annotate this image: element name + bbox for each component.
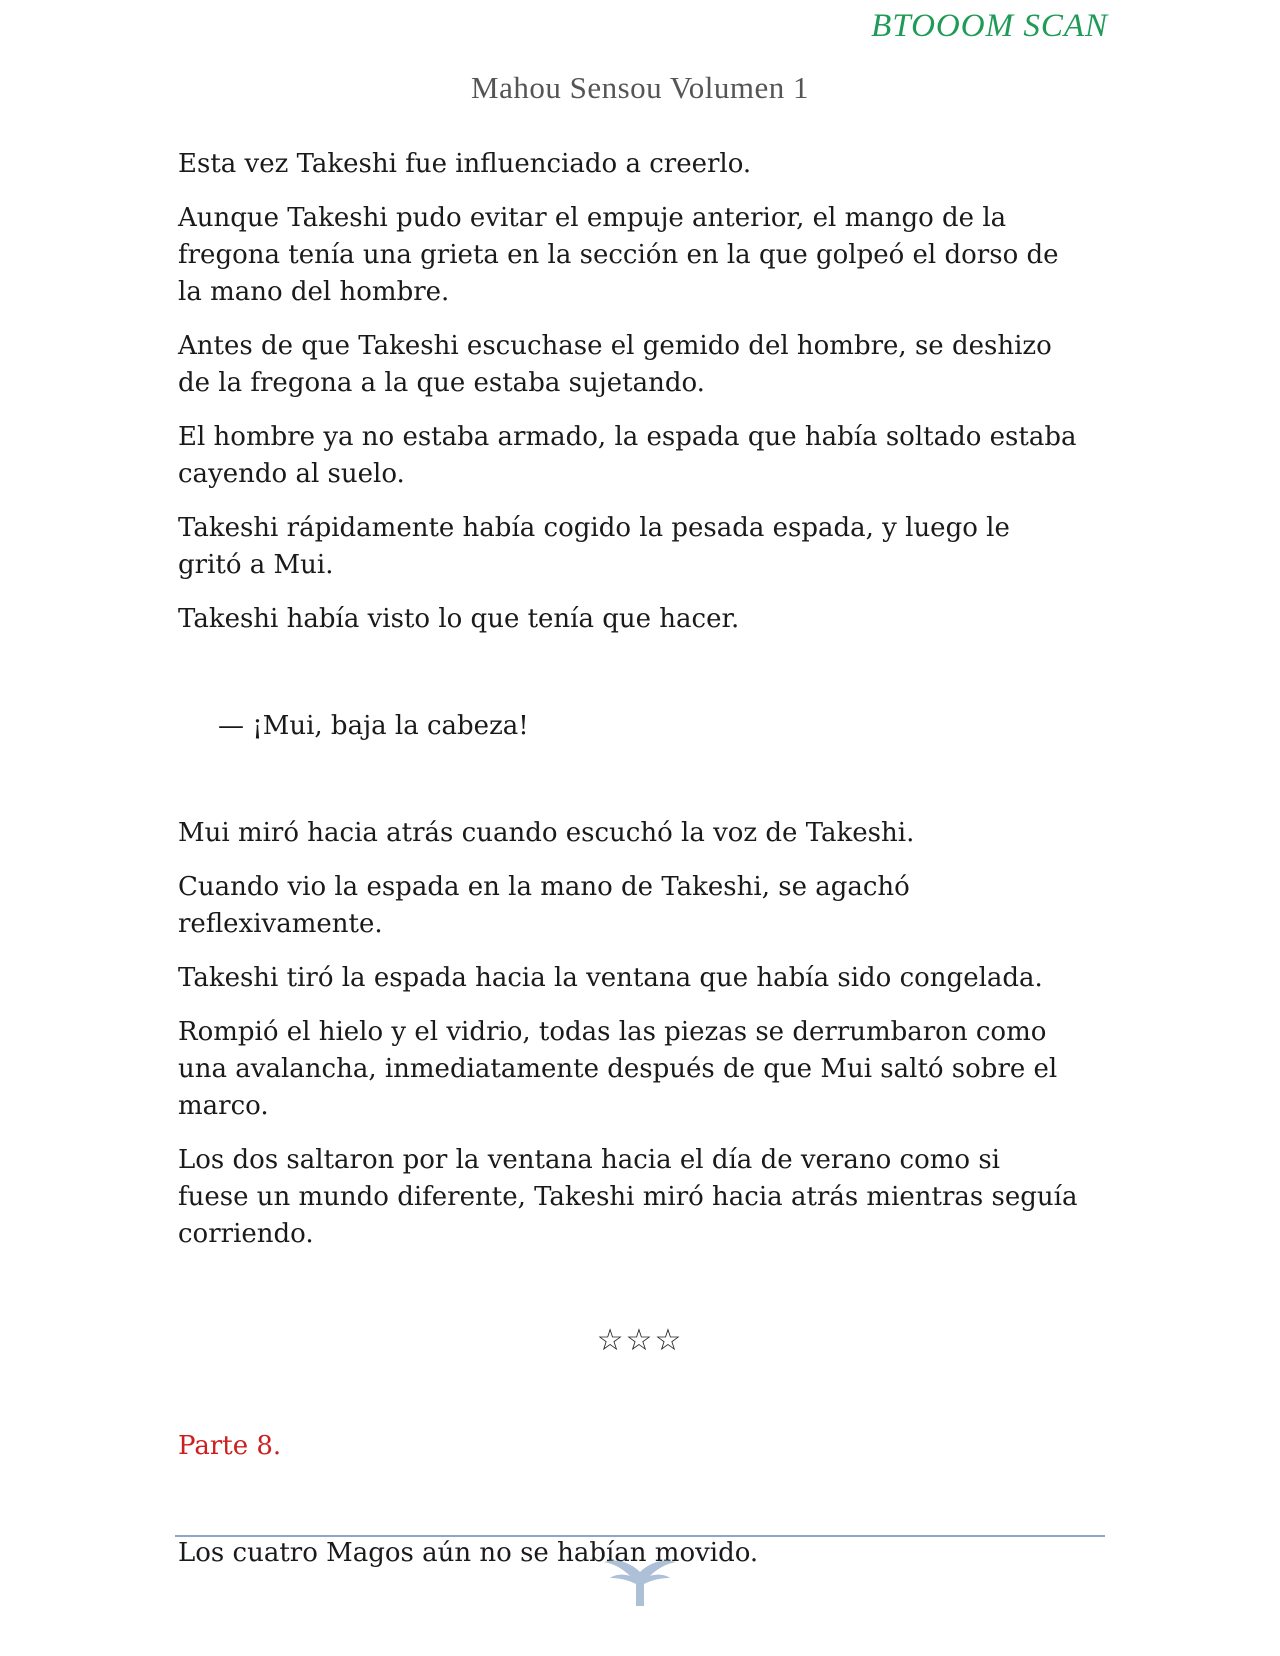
paragraph: Cuando vio la espada en la mano de Takeshi, se agachó reflexivamente. — [178, 872, 910, 939]
section-separator: ☆☆☆ — [596, 1323, 684, 1358]
paragraph: Aunque Takeshi pudo evitar el empuje anterior, el mango de la fregona tenía una grieta en la sección en la que golpeó el dorso de la mano del hombre. — [178, 203, 1059, 307]
paragraph: El hombre ya no estaba armado, la espada que había soltado estaba cayendo al suelo. — [178, 422, 1077, 489]
part-title: Parte 8. — [178, 1431, 282, 1461]
paragraph: Los dos saltaron por la ventana hacia el día de verano como si fuese un mundo diferente, Takeshi miró hacia atrás mientras seguía corriendo. — [178, 1145, 1078, 1249]
paragraph: Los cuatro Magos aún no se habían movido. — [178, 1538, 759, 1568]
paragraph: Mui miró hacia atrás cuando escuchó la voz de Takeshi. — [178, 818, 915, 848]
wing-ornament-icon — [600, 1552, 680, 1608]
paragraph: Takeshi había visto lo que tenía que hacer. — [178, 604, 740, 634]
dialogue-line: — ¡Mui, baja la cabeza! — [218, 711, 529, 741]
paragraph: Takeshi tiró la espada hacia la ventana que había sido congelada. — [178, 963, 1043, 993]
watermark: BTOOOM SCAN — [871, 8, 1108, 44]
footer-rule — [175, 1535, 1105, 1537]
page-body — [178, 146, 1078, 1589]
running-header: Mahou Sensou Volumen 1 — [471, 70, 809, 105]
paragraph: Antes de que Takeshi escuchase el gemido del hombre, se deshizo de la fregona a la que estaba sujetando. — [178, 331, 1052, 398]
paragraph: Rompió el hielo y el vidrio, todas las piezas se derrumbaron como una avalancha, inmediatamente después de que Mui saltó sobre el marco. — [178, 1017, 1058, 1121]
paragraph: Takeshi rápidamente había cogido la pesada espada, y luego le gritó a Mui. — [178, 513, 1010, 580]
paragraph: Esta vez Takeshi fue influenciado a creerlo. — [178, 149, 752, 179]
